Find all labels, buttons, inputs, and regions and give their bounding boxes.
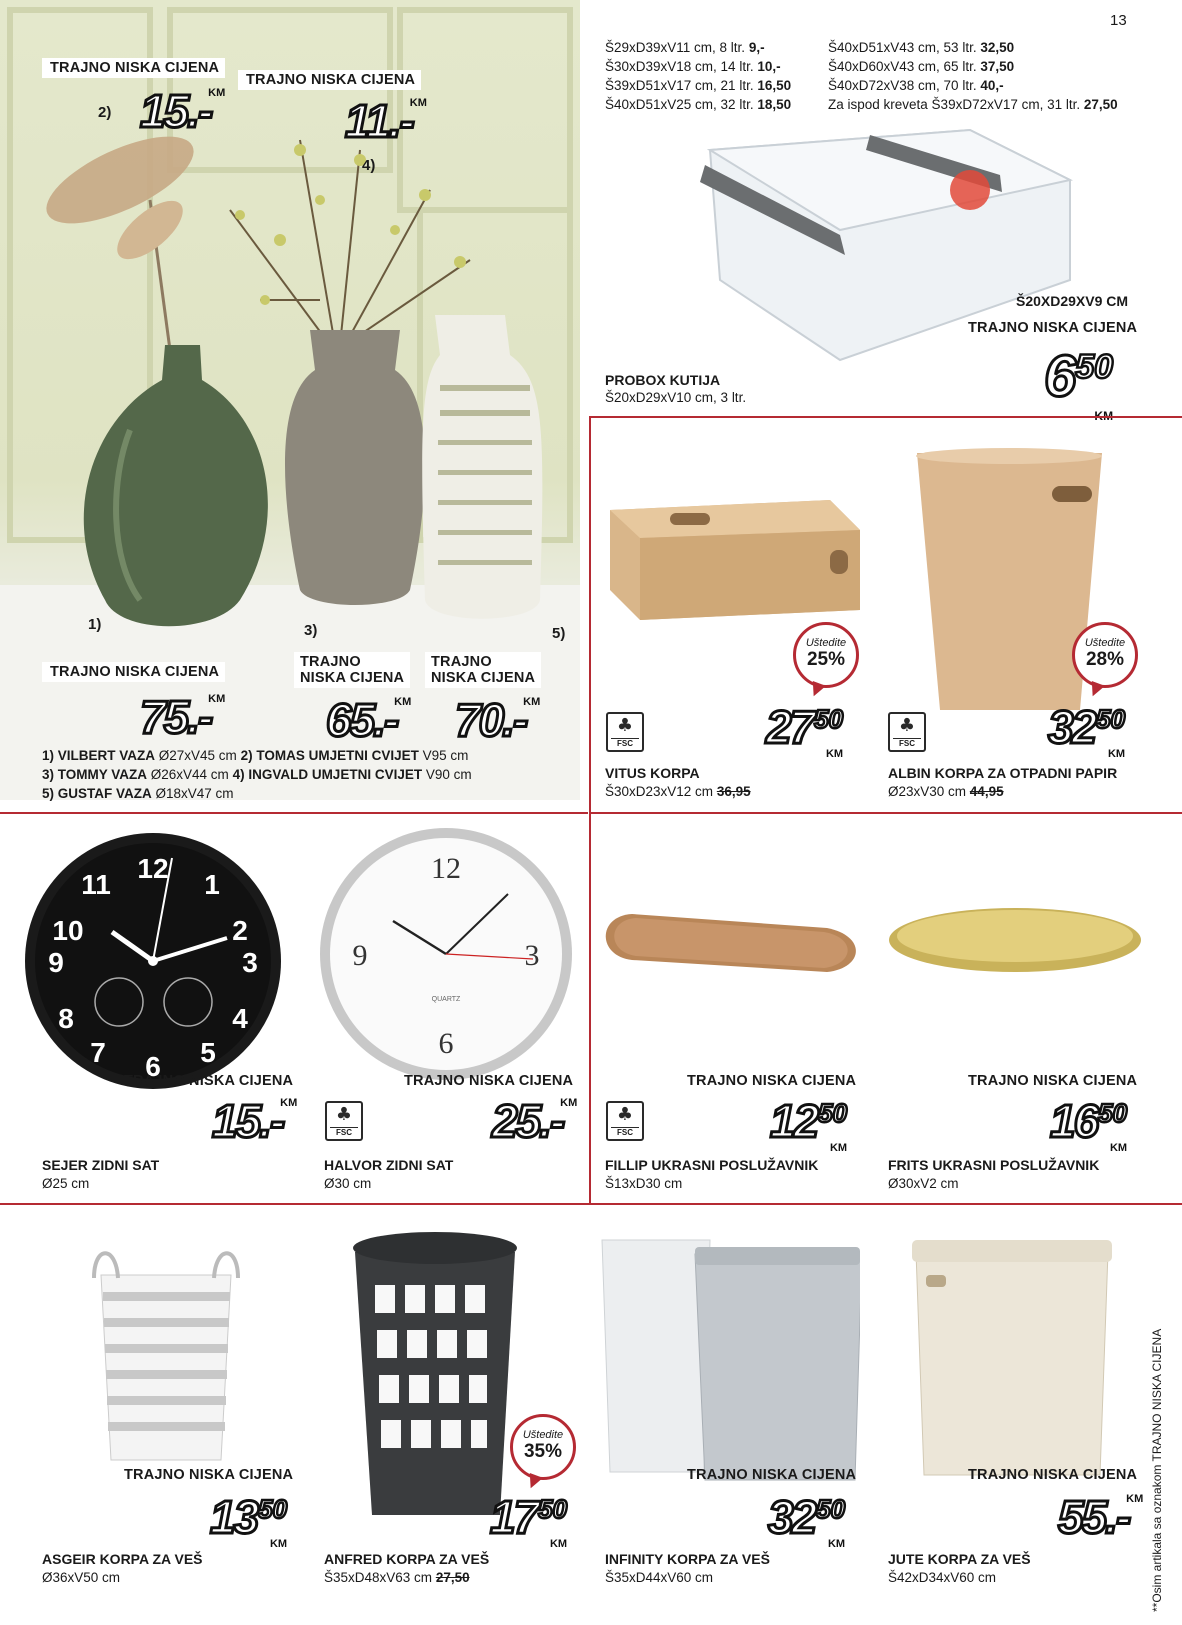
price-gustaf: 70.- KM [455,694,541,746]
hero-tnc-1: TRAJNO NISKA CIJENA [42,662,225,682]
hero-tnc-3: TRAJNO NISKA CIJENA [294,652,410,688]
hero-line-2: 3) TOMMY VAZA Ø26xV44 cm 4) INGVALD UMJETNI CVIJET V90 cm [42,767,472,782]
jute-tnc: TRAJNO NISKA CIJENA [968,1467,1138,1483]
tree-icon: ♣ [616,1104,634,1125]
svg-text:5: 5 [200,1037,216,1068]
jute-price: 55.- KM [1058,1491,1144,1543]
sejer-price: 15.- KM [212,1095,298,1147]
svg-text:12: 12 [137,853,169,884]
asgeir-dim: Ø36xV50 cm [42,1570,121,1585]
svg-text:11: 11 [81,869,111,900]
hero-tnc-4: TRAJNO NISKA CIJENA [238,70,421,90]
frits-tnc: TRAJNO NISKA CIJENA [968,1073,1138,1089]
jute-name: JUTE KORPA ZA VEŠ [888,1551,1031,1567]
hero-line-1: 1) VILBERT VAZA Ø27xV45 cm 2) TOMAS UMJETNI CVIJET V95 cm [42,748,469,763]
tree-icon: ♣ [335,1104,353,1125]
svg-text:9: 9 [352,939,368,972]
fillip-fsc-logo: ♣ FSC [606,1101,644,1141]
probox-dim: Š20xD29xV10 cm, 3 ltr. [605,390,747,405]
svg-text:6: 6 [145,1051,161,1082]
vitus-save-badge: Uštedite 25% [793,622,859,688]
jute-dim: Š42xD34xV60 cm [888,1570,997,1585]
albin-fsc-logo: ♣ FSC [888,712,926,752]
asgeir-price: 13 50 KM [210,1491,288,1550]
hero-line-3: 5) GUSTAF VAZA Ø18xV47 cm [42,786,234,801]
svg-text:12: 12 [431,852,461,885]
tree-icon: ♣ [616,715,634,736]
sejer-name: SEJER ZIDNI SAT [42,1157,160,1173]
albin-price: 32 50 KM [1048,701,1126,760]
infinity-price: 32 50 KM [768,1491,846,1550]
halvor-clock-image [318,826,574,1082]
halvor-dim: Ø30 cm [324,1176,372,1191]
tree-icon: ♣ [898,715,916,736]
hero-tnc-5: TRAJNO NISKA CIJENA [425,652,541,688]
hero-tnc-2: TRAJNO NISKA CIJENA [42,58,225,78]
fillip-tray-image [602,906,862,980]
probox-price: 6 50 [1044,344,1114,409]
albin-dim: Ø23xV30 cm 44,95 [888,784,1004,799]
divider-right-top [590,416,1182,418]
svg-text:4: 4 [232,1003,248,1034]
label-4: 4) [362,157,376,174]
svg-text:8: 8 [58,1003,74,1034]
hero-description [42,746,472,803]
svg-text:1: 1 [204,869,220,900]
price-vilbert: 75.- KM [140,691,226,743]
anfred-dim: Š35xD48xV63 cm 27,50 [324,1570,470,1585]
sejer-dim: Ø25 cm [42,1176,90,1191]
sejer-tnc: TRAJNO NISKA CIJENA [124,1073,294,1089]
sejer-clock-image [22,830,284,1092]
svg-text:6: 6 [438,1027,454,1060]
anfred-basket-image [350,1230,520,1520]
vitus-price: 27 50 KM [766,701,844,760]
svg-text:2: 2 [232,915,248,946]
label-2: 2) [98,104,112,121]
asgeir-basket-image [86,1240,246,1470]
label-1: 1) [88,616,102,633]
vitus-image [600,480,870,640]
albin-save-badge: Uštedite 28% [1072,622,1138,688]
jute-basket-image [912,1230,1112,1480]
divider-mid-left [0,812,588,814]
probox-tnc: TRAJNO NISKA CIJENA [968,320,1138,336]
vitus-fsc-logo: ♣ FSC [606,712,644,752]
frits-dim: Ø30xV2 cm [888,1176,959,1191]
halvor-name: HALVOR ZIDNI SAT [324,1157,454,1173]
fillip-dim: Š13xD30 cm [605,1176,683,1191]
divider-mid-vertical [589,812,591,1204]
price-tommy: 65.- KM [326,694,412,746]
infinity-basket-image [600,1232,860,1482]
vitus-dim: Š30xD23xV12 cm 36,95 [605,784,751,799]
albin-name: ALBIN KORPA ZA OTPADNI PAPIR [888,765,1118,781]
probox-box-image [670,120,1080,380]
asgeir-name: ASGEIR KORPA ZA VEŠ [42,1551,203,1567]
probox-sizes-left: Š29xD39xV11 cm, 8 ltr. 9,- Š30xD39xV18 cm, 14 ltr. 10,- Š39xD51xV17 cm, 21 ltr. 16,50 Š40xD51xV25 cm, 32 ltr. 18,50 [605,40,792,112]
anfred-price: 17 50 KM [490,1491,568,1550]
page-number: 13 [1110,12,1127,29]
price-ingvald: 11.- KM [345,95,427,147]
divider-hero-right [589,416,591,816]
label-5: 5) [552,625,566,642]
vitus-name: VITUS KORPA [605,765,700,781]
price-tomas: 15.- KM [140,85,226,137]
divider-bottom [0,1203,1182,1205]
fillip-name: FILLIP UKRASNI POSLUŽAVNIK [605,1157,819,1173]
infinity-name: INFINITY KORPA ZA VEŠ [605,1551,770,1567]
halvor-fsc-logo: ♣ FSC [325,1101,363,1141]
probox-featured-dim: Š20XD29XV9 CM [1016,293,1129,309]
infinity-dim: Š35xD44xV60 cm [605,1570,714,1585]
anfred-save-badge: Uštedite 35% [510,1414,576,1480]
halvor-tnc: TRAJNO NISKA CIJENA [404,1073,574,1089]
svg-text:7: 7 [90,1037,106,1068]
svg-text:9: 9 [48,947,64,978]
label-3: 3) [304,622,318,639]
probox-name: PROBOX KUTIJA [605,372,721,388]
svg-text:3: 3 [242,947,258,978]
divider-mid-right [590,812,1182,814]
probox-sizes-right: Š40xD51xV43 cm, 53 ltr. 32,50 Š40xD60xV43 cm, 65 ltr. 37,50 Š40xD72xV38 cm, 70 ltr. 40,- Za ispod kreveta Š39xD72xV17 cm, 31 ltr. 27,50 [828,40,1118,112]
footnote-vertical: **Osim artikala sa oznakom TRAJNO NISKA CIJENA [1150,1328,1164,1612]
fillip-tnc: TRAJNO NISKA CIJENA [687,1073,857,1089]
infinity-tnc: TRAJNO NISKA CIJENA [687,1467,857,1483]
fillip-price: 12 50 KM [770,1095,848,1154]
frits-name: FRITS UKRASNI POSLUŽAVNIK [888,1157,1100,1173]
frits-price: 16 50 KM [1050,1095,1128,1154]
anfred-name: ANFRED KORPA ZA VEŠ [324,1551,490,1567]
svg-text:QUARTZ: QUARTZ [431,996,461,1003]
frits-tray-image [886,906,1144,978]
svg-text:10: 10 [52,915,84,946]
asgeir-tnc: TRAJNO NISKA CIJENA [124,1467,294,1483]
svg-text:3: 3 [524,939,540,972]
halvor-price: 25.- KM [492,1095,578,1147]
